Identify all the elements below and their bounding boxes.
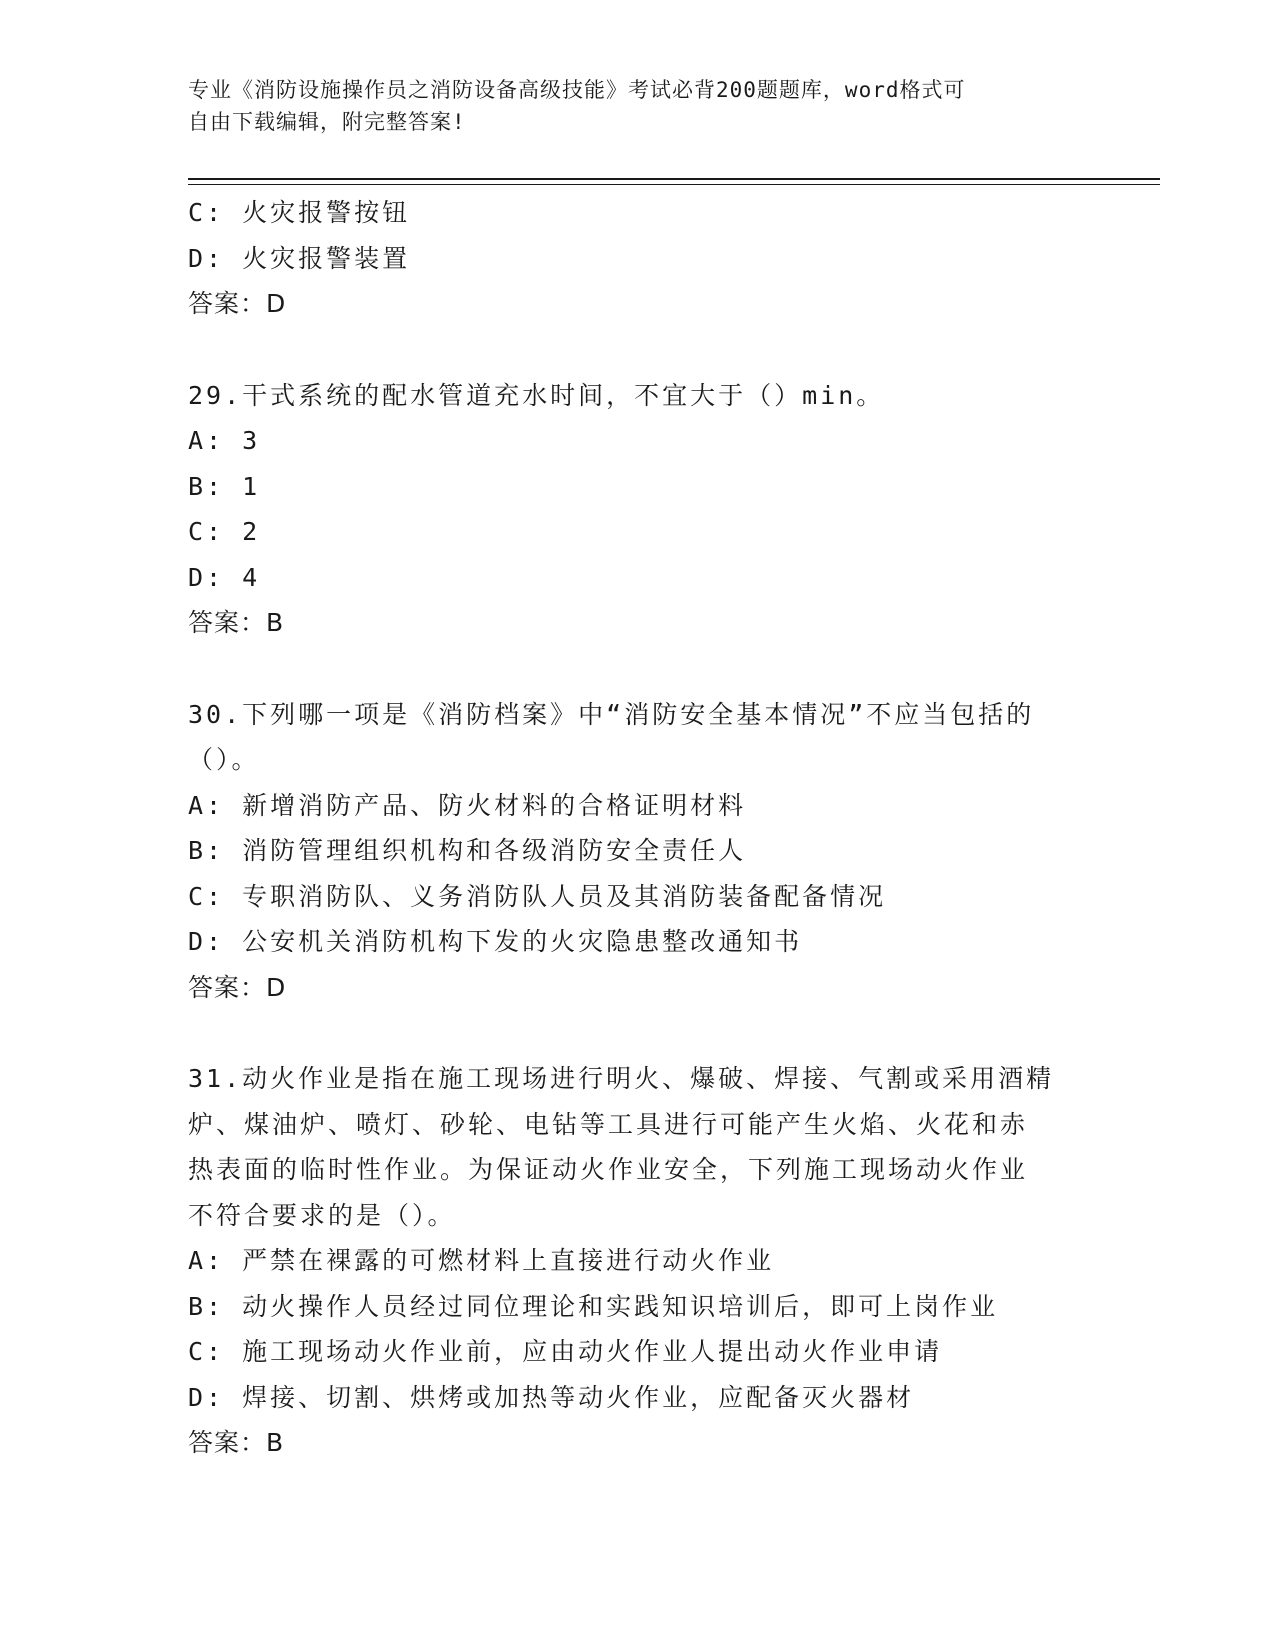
document-header (188, 74, 1088, 138)
header-divider-thick (188, 178, 1160, 180)
header-line-1: 专业《消防设施操作员之消防设备高级技能》考试必背200题题库，word格式可 (188, 78, 966, 102)
question-29 (188, 373, 1088, 646)
question-list (188, 190, 1088, 1466)
option-c: C: 施工现场动火作业前，应由动火作业人提出动火作业申请 (188, 1337, 943, 1366)
option-b: B: 消防管理组织机构和各级消防安全责任人 (188, 836, 747, 865)
option-d: D: 4 (188, 562, 261, 592)
answer-line: 答案：D (188, 289, 287, 318)
question-30 (188, 692, 1088, 1011)
question-28-tail (188, 190, 1088, 327)
answer-line: 答案：B (188, 1428, 285, 1457)
option-a: A: 3 (188, 426, 261, 455)
option-c: C: 2 (188, 517, 261, 546)
option-d: D: 焊接、切割、烘烤或加热等动火作业，应配备灭火器材 (188, 1382, 915, 1412)
header-divider-thin (188, 184, 1160, 185)
option-b: B: 1 (188, 471, 261, 501)
option-a: A: 严禁在裸露的可燃材料上直接进行动火作业 (188, 1246, 775, 1275)
question-stem-line-2: （）。 (188, 745, 260, 774)
option-d: D: 火灾报警装置 (188, 243, 411, 273)
answer-line: 答案：B (188, 608, 285, 637)
option-c: C: 专职消防队、义务消防队人员及其消防装备配备情况 (188, 881, 887, 911)
option-a: A: 新增消防产品、防火材料的合格证明材料 (188, 790, 747, 820)
option-d: D: 公安机关消防机构下发的火灾隐患整改通知书 (188, 927, 803, 956)
question-stem-line-3: 热表面的临时性作业。为保证动火作业安全，下列施工现场动火作业 (188, 1155, 1029, 1184)
option-b: B: 动火操作人员经过同位理论和实践知识培训后，即可上岗作业 (188, 1291, 999, 1321)
header-line-2: 自由下载编辑，附完整答案! (188, 110, 466, 134)
answer-line: 答案：D (188, 972, 287, 1002)
question-stem-line-1: 31.动火作业是指在施工现场进行明火、爆破、焊接、气割或采用酒精 (188, 1064, 1055, 1093)
question-31 (188, 1056, 1088, 1466)
question-stem-line-4: 不符合要求的是（）。 (188, 1200, 456, 1230)
question-stem-line-1: 30.下列哪一项是《消防档案》中“消防安全基本情况”不应当包括的 (188, 699, 1035, 729)
question-stem: 29.干式系统的配水管道充水时间，不宜大于（）min。 (188, 380, 885, 410)
option-c: C: 火灾报警按钮 (188, 198, 411, 227)
question-stem-line-2: 炉、煤油炉、喷灯、砂轮、电钻等工具进行可能产生火焰、火花和赤 (188, 1109, 1029, 1139)
